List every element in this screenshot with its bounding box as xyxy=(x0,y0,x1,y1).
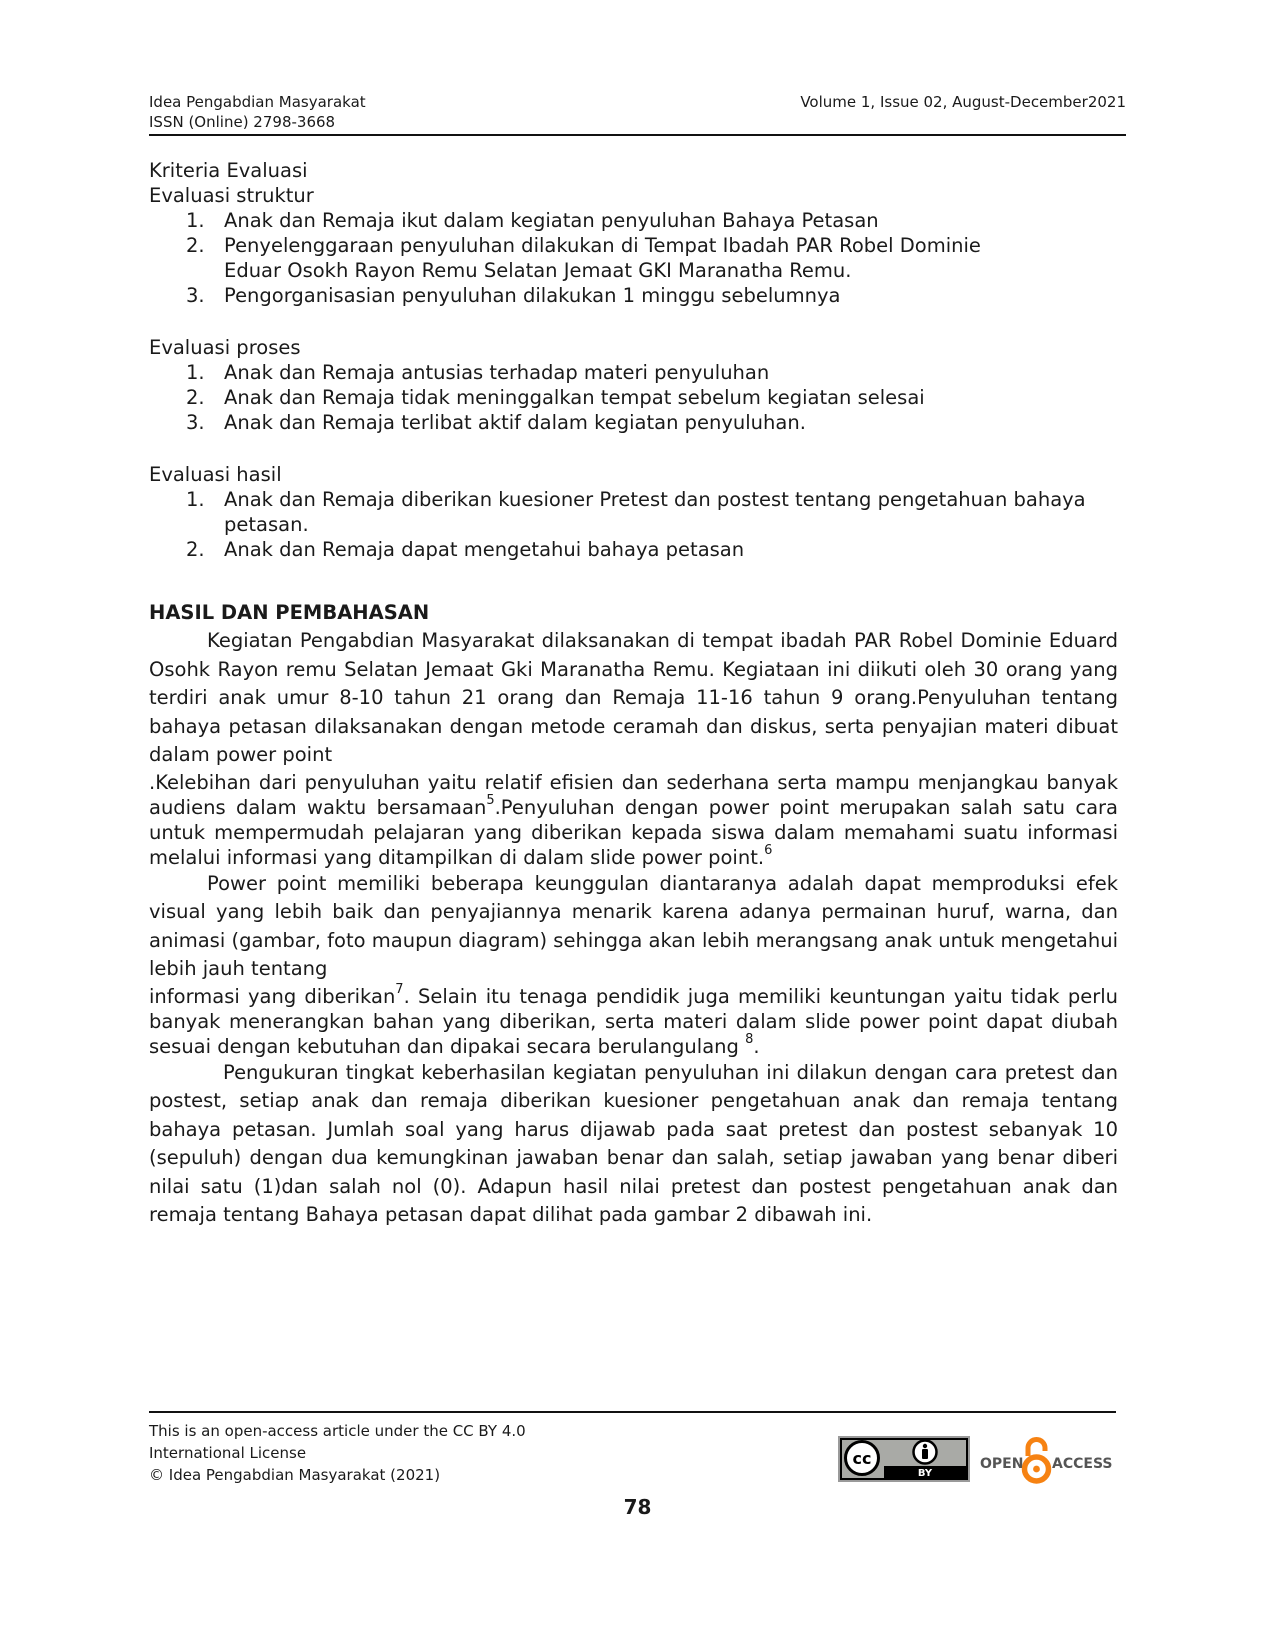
article-body xyxy=(149,158,1118,1230)
by-text: BY xyxy=(917,1468,933,1479)
header-rule xyxy=(149,134,1126,136)
paragraph: Power point memiliki beberapa keunggulan diantaranya adalah dapat memproduksi efek visual yang lebih baik dan penyajiannya menarik karena adanya permainan huruf, warna, dan animasi (gambar, foto maupun diagram) sehingga akan lebih merangsang anak untuk mengetahui lebih jauh tentang xyxy=(149,871,1118,980)
list-item: 2. Penyelenggaraan penyuluhan dilakukan di Tempat Ibadah PAR Robel Dominie Eduar Osokh Rayon Remu Selatan Jemaat GKI Maranatha Remu. xyxy=(186,234,981,282)
cc-text: cc xyxy=(852,1449,872,1468)
paragraph: informasi yang diberikan$^7$. Selain itu tenaga pendidik juga memiliki keuntungan yaitu tidak perlu banyak menerangkan bahan yang diberikan, serta materi dalam slide power point dapat diubah sesuai dengan kebutuhan dan dipakai secara berulangulang $^8$. xyxy=(149,981,1118,1058)
cc-by-license-icon xyxy=(838,1436,970,1482)
page-number: 78 xyxy=(623,1495,652,1519)
license-notice: This is an open-access article under the CC BY 4.0 International License © Idea Pengabdian Masyarakat (2021) xyxy=(149,1422,526,1484)
footer-rule xyxy=(149,1411,1116,1413)
footnote-ref: 7 xyxy=(395,981,404,997)
paragraph: Pengukuran tingkat keberhasilan kegiatan penyuluhan ini dilakun dengan cara pretest dan postest, setiap anak dan remaja diberikan kuesioner pengetahuan anak dan remaja tentang bahaya petasan. Jumlah soal yang harus dijawab pada saat pretest dan postest sebanyak 10 (sepuluh) dengan dua kemungkinan jawaban benar dan salah, setiap jawaban yang benar diberi nilai satu (1)dan salah nol (0). Adapun hasil nilai pretest dan postest pengetahuan anak dan remaja tentang Bahaya petasan dapat dilihat pada gambar 2 dibawah ini. xyxy=(149,1060,1118,1226)
proses-list xyxy=(149,360,1118,435)
hasil-title: Evaluasi hasil xyxy=(149,463,282,486)
paragraph: .Kelebihan dari penyuluhan yaitu relatif efisien dan sederhana serta mampu menjangkau banyak audiens dalam waktu bersamaan$^5$.Penyuluhan dengan power point merupakan salah satu cara untuk mempermudah pelajaran yang diberikan kepada siswa dalam memahami suatu informasi melalui informasi yang ditampilkan di dalam slide power point.$^6$ xyxy=(149,770,1119,869)
list-item: 2. Anak dan Remaja dapat mengetahui bahaya petasan xyxy=(186,538,745,561)
footnote-ref: 8 xyxy=(745,1031,754,1047)
oa-access-text: ACCESS xyxy=(1052,1456,1113,1472)
section-heading: HASIL DAN PEMBAHASAN xyxy=(149,601,430,624)
paragraph: Kegiatan Pengabdian Masyarakat dilaksanakan di tempat ibadah PAR Robel Dominie Eduard Osohk Rayon remu Selatan Jemaat Gki Maranatha Remu. Kegiataan ini diikuti oleh 30 orang yang terdiri anak umur 8-10 tahun 21 orang dan Remaja 11-16 tahun 9 orang.Penyuluhan tentang bahaya petasan dilaksanakan dengan metode ceramah dan diskus, serta penyajian materi dibuat dalam power point xyxy=(149,629,1118,766)
list-item: 1. Anak dan Remaja antusias terhadap materi penyuluhan xyxy=(186,361,770,384)
struktur-list xyxy=(149,208,1118,308)
hasil-list xyxy=(149,487,1118,562)
proses-title: Evaluasi proses xyxy=(149,336,301,359)
struktur-title: Evaluasi struktur xyxy=(149,184,314,207)
list-item: 3. Anak dan Remaja terlibat aktif dalam kegiatan penyuluhan. xyxy=(186,411,806,434)
open-access-logo xyxy=(980,1436,1115,1486)
list-item: 1. Anak dan Remaja ikut dalam kegiatan penyuluhan Bahaya Petasan xyxy=(186,209,879,232)
list-item: 2. Anak dan Remaja tidak meninggalkan tempat sebelum kegiatan selesai xyxy=(186,386,925,409)
list-item: 1. Anak dan Remaja diberikan kuesioner Pretest dan postest tentang pengetahuan bahaya petasan. xyxy=(186,488,1086,536)
list-item: 3. Pengorganisasian penyuluhan dilakukan 1 minggu sebelumnya xyxy=(186,284,841,307)
journal-issn: ISSN (Online) 2798-3668 xyxy=(149,113,336,131)
running-header-left xyxy=(149,92,366,132)
open-lock-icon xyxy=(1025,1440,1049,1482)
volume-info: Volume 1, Issue 02, August-December2021 xyxy=(800,93,1126,111)
journal-name: Idea Pengabdian Masyarakat xyxy=(149,93,366,111)
oa-open-text: OPEN xyxy=(980,1456,1024,1472)
footnote-ref: 5 xyxy=(486,792,495,808)
footnote-ref: 6 xyxy=(764,842,773,858)
criteria-title: Kriteria Evaluasi xyxy=(149,159,308,182)
